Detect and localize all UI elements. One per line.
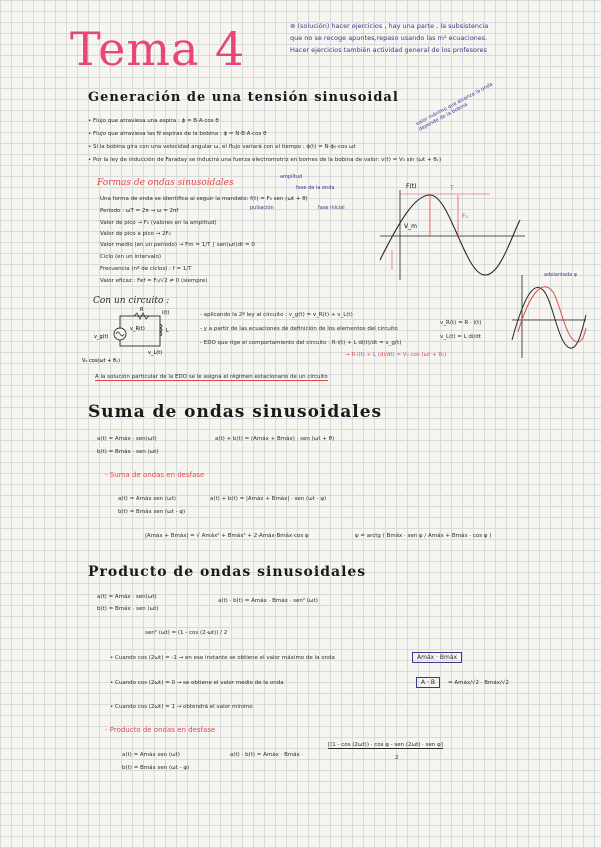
- circuit-label-vg: v_g(t): [94, 334, 109, 340]
- bullet-2: • Flujo que atraviesa las N espiras de la bobina : ϕ = N·B·A·cos θ: [88, 131, 267, 137]
- circuit-label-l: L: [166, 328, 169, 334]
- circuit-label-vl: v_L(t): [148, 350, 163, 356]
- graph-phase-label: V_m: [404, 223, 417, 230]
- suma-line-1: a(t) = Amáx · sen(ωt): [97, 436, 157, 442]
- suma-psi: ψ = arctg ( Bmáx · sen φ / Amáx + Bmáx · cos φ ): [355, 533, 492, 539]
- label-amplitud: amplitud: [280, 174, 303, 180]
- formas-line-6: Ciclo (en un intervalo): [100, 254, 161, 260]
- producto-desfase-3: a(t) · b(t) = Amáx · Bmáx ·: [230, 752, 304, 758]
- graph-y-label: F(t): [406, 183, 417, 190]
- circuito-result: → R·i(t) + L (di/dt) = V₀ cos (ωt + θᵥ): [345, 352, 447, 358]
- sine-graph: [370, 180, 530, 290]
- formas-line-5: Valor medio (en un período) → Fm = 1/T ∫ sen(ωt)dt = 0: [100, 242, 255, 248]
- label-pulsacion: pulsación: [250, 205, 274, 211]
- producto-line-3: a(t) · b(t) = Amáx · Bmáx · sen² (ωt): [218, 598, 318, 604]
- circuito-line-1: - aplicando la 2ª ley al circuito : v_g(t) = v_R(t) + v_L(t): [200, 312, 353, 318]
- label-fase: fase de la onda: [296, 185, 335, 191]
- producto-line-2: b(t) = Bmáx · sen (ωt): [97, 606, 159, 612]
- circuito-line-2: - y a partir de las ecuaciones de definición de los elementos del circuito: [200, 326, 398, 332]
- bullet-1: • Flujo que atraviesa una espira : ϕ = B·A·cos θ: [88, 118, 219, 124]
- producto-box-3: = Amáx/√2 · Bmáx/√2: [448, 680, 509, 686]
- label-fase-inicial: fase inicial: [318, 205, 345, 211]
- producto-box-2: A · B: [416, 677, 440, 688]
- suma-line-2: b(t) = Bmáx · sen (ωt): [97, 449, 159, 455]
- circuit-label-vr: v_R(t): [130, 326, 145, 332]
- bullet-3: • Si la bobina gira con una velocidad angular ω, el flujo variará con el tiempo : ϕ(t) = N·ϕ₀·cos ωt: [88, 144, 356, 150]
- producto-bullet-2: • Cuando cos (2ωt) = 0 → se obtiene el valor medio de la onda: [110, 680, 284, 686]
- producto-heading: Producto de ondas sinusoidales: [88, 564, 367, 580]
- formas-line-8: Valor eficaz : Fef = F₀/√2 ≠ 0 (siempre): [100, 278, 208, 284]
- bullet-4: • Por la ley de inducción de Faraday se inducirá una fuerza electromotriz en bornes de la bobina de valor: v(t) = V₀ sin (ωt + θᵥ): [88, 157, 442, 163]
- suma-desfase-2: b(t) = Bmáx sen (ωt - φ): [118, 509, 186, 515]
- page-title: Tema 4: [70, 22, 246, 76]
- producto-line-4: sen² (ωt) = (1 - cos (2·ωt)) / 2: [145, 630, 228, 636]
- suma-desfase-3: a(t) + b(t) = |Amáx + Bmáx| · sen (ωt - ψ): [210, 496, 327, 502]
- producto-desfase-1: a(t) = Amáx sen (ωt): [122, 752, 180, 758]
- producto-line-1: a(t) = Amáx · sen(ωt): [97, 594, 157, 600]
- producto-box-1: Amáx · Bmáx: [412, 652, 462, 663]
- formas-heading: Formas de ondas sinusoidales: [97, 178, 234, 188]
- circuito-right-2: v_L(t) = L di/dt: [440, 334, 481, 340]
- formas-line-4: Valor de pico a pico → 2F₀: [100, 231, 171, 237]
- graph-amp-label: F₀: [462, 213, 468, 220]
- suma-heading: Suma de ondas sinusoidales: [88, 402, 383, 422]
- formas-line-3: Valor de pico → F₀ (valores en la amplitud): [100, 220, 217, 226]
- phase-graph: [508, 270, 588, 360]
- producto-desfase-4: [(1 - cos (2ωt)) · cos φ - sen (2ωt) · sen φ]: [328, 742, 443, 748]
- formas-line-1: Una forma de onda se identifica al seguir la mandato: f(t) = F₀ sen (ωt + θ): [100, 196, 308, 202]
- producto-desfase-2: b(t) = Bmáx sen (ωt - φ): [122, 765, 190, 771]
- circuito-right-1: v_R(t) = R · i(t): [440, 320, 482, 326]
- circuito-line-3: - EDO que rige el comportamiento del circuito : R·i(t) + L di(t)/dt = v_g(t): [200, 340, 402, 346]
- circuit-label-r: R: [140, 307, 144, 313]
- note-line-3: Hacer ejercicios también actividad general de los profesores: [290, 46, 487, 54]
- side-note: valor máximo que alcanza la onda depende de la bobina: [415, 81, 494, 133]
- producto-sub-heading: - Producto de ondas en desfase: [105, 726, 216, 734]
- phase-graph-label: adelantada φ: [544, 272, 578, 278]
- suma-desfase-1: a(t) = Amáx sen (ωt): [118, 496, 176, 502]
- circuito-footnote: A la solución particular de la EDO se le asigna el régimen estacionario de un circuito: [95, 374, 328, 380]
- suma-modulo: |Amáx + Bmáx| = √ Amáx² + Bmáx² + 2·Amáx·Bmáx·cos φ: [145, 533, 309, 539]
- producto-bullet-1: • Cuando cos (2ωt) = -1 → en ese instante se obtiene el valor máximo de la onda: [110, 655, 335, 661]
- circuit-diagram: [82, 306, 192, 366]
- circuit-label-source: V₀ cos(ωt + θᵥ): [82, 358, 120, 364]
- section-heading-generacion: Generación de una tensión sinusoidal: [88, 90, 399, 105]
- circuito-heading: Con un circuito :: [93, 296, 170, 306]
- suma-sub-heading: - Suma de ondas en desfase: [105, 471, 205, 479]
- formas-line-7: Frecuencia (nº de ciclos) : f = 1/T: [100, 266, 192, 272]
- formas-line-2: Período : ωT = 2π → ω = 2πf: [100, 208, 179, 214]
- note-line-1: ⊛ (solución) hacer ejercicios , hay una parte , la subsistencia: [290, 22, 489, 30]
- producto-desfase-5: 2: [395, 755, 399, 761]
- producto-bullet-3: • Cuando cos (2ωt) = 1 → obtendrá el valor mínimo: [110, 704, 253, 710]
- graph-period-label: T: [450, 185, 454, 192]
- suma-line-3: a(t) + b(t) = (Amáx + Bmáx) · sen (ωt + θ): [215, 436, 335, 442]
- note-line-2: que no se recoge apuntes,repaso usando las m² ecuaciones.: [290, 34, 488, 42]
- circuit-label-i: i(t): [162, 310, 170, 316]
